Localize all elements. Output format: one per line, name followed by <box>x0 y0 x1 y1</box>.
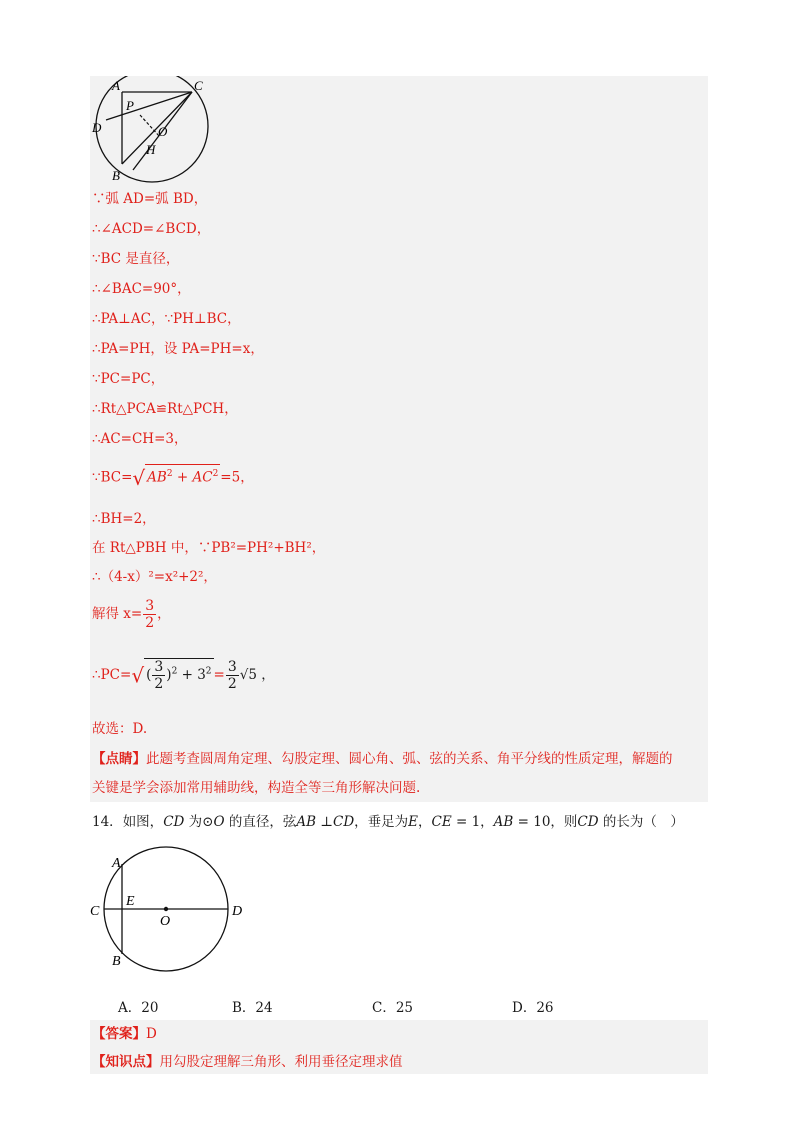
solution-line-3: ∵BC 是直径， <box>92 251 180 267</box>
q-text-a: 如图， <box>122 814 164 830</box>
answer-tag: 【答案】 <box>92 1026 146 1042</box>
pbh-line: 在 Rt△PBH 中，∵PB²=PH²+BH²， <box>92 540 326 556</box>
fig1-label-b: B <box>112 168 120 183</box>
solve-suffix: ， <box>157 606 171 622</box>
option-b[interactable]: B．24 <box>232 1000 273 1016</box>
q-cd: CD <box>163 814 185 830</box>
bc-prefix: ∵BC= <box>92 469 133 486</box>
fig1-label-p: P <box>126 98 134 113</box>
solve-line <box>92 598 171 631</box>
q-text-b: 为⊙ <box>184 814 214 830</box>
fig2-label-a: A <box>112 856 121 871</box>
bc-suffix: =5， <box>220 469 254 486</box>
solution-line-2: ∴∠ACD=∠BCD， <box>92 221 211 237</box>
fig2-label-d: D <box>232 904 243 919</box>
comment-text: 此题考查圆周角定理、勾股定理、圆心角、弧、弦的关系、角平分线的性质定理，解题的 <box>146 751 673 767</box>
pc-suffix: √5 ， <box>239 667 275 683</box>
bc-formula: ∵BC=√ $AB^2 + AC^2 =5$， <box>92 466 254 490</box>
bh-line: ∴BH=2， <box>92 511 156 527</box>
solve-prefix: 解得 x= <box>92 606 143 622</box>
fig1-label-a: A <box>112 78 120 93</box>
fig2-label-b: B <box>112 954 121 969</box>
q-text-h: 的长为（ ） <box>598 814 684 830</box>
q-ab: AB <box>493 814 514 830</box>
question-number: 14． <box>92 814 123 830</box>
fig1-label-o: O <box>158 124 168 139</box>
fig2-label-e: E <box>126 894 135 909</box>
choice-line: 故选：D. <box>92 721 148 737</box>
solution-line-8: ∴Rt△PCA≌Rt△PCH， <box>92 401 238 417</box>
bc-plus: + <box>176 469 189 486</box>
fig2-label-o: O <box>160 914 171 929</box>
option-c[interactable]: C．25 <box>372 1000 414 1016</box>
q-e: E <box>408 814 418 830</box>
q-text-g: = 10，则 <box>513 814 578 830</box>
comment-tag: 【点睛】 <box>92 751 146 767</box>
option-d[interactable]: D．26 <box>512 1000 554 1016</box>
pc-equals: = <box>213 667 225 683</box>
answer-value: D <box>146 1026 157 1042</box>
knowledge-line <box>92 1053 403 1071</box>
equation-line: ∴（4-x）²=x²+2²， <box>92 569 217 585</box>
fig1-label-c: C <box>194 78 203 93</box>
pc-prefix: ∴PC= <box>92 667 132 683</box>
bc-term-a: AB <box>147 469 167 486</box>
option-a[interactable]: A．20 <box>118 1000 159 1016</box>
solution-line-1: ∵弧 AD=弧 BD， <box>92 191 208 207</box>
answer-line <box>92 1025 157 1043</box>
geometry-figure-2 <box>86 845 256 975</box>
q-text-f: = 1， <box>451 814 494 830</box>
q-text-d: ，垂足为 <box>354 814 409 830</box>
knowledge-tag: 【知识点】 <box>92 1054 160 1070</box>
solution-line-5: ∴PA⊥AC，∵PH⊥BC， <box>92 311 241 327</box>
fig1-label-h: H <box>146 142 156 157</box>
solution-line-4: ∴∠BAC=90°， <box>92 281 191 297</box>
q-ce: CE <box>431 814 452 830</box>
solution-line-9: ∴AC=CH=3， <box>92 431 188 447</box>
knowledge-value: 用勾股定理解三角形、利用垂径定理求值 <box>159 1054 403 1070</box>
q-cd2: CD <box>577 814 599 830</box>
fig2-label-c: C <box>90 904 100 919</box>
q-o: O <box>213 814 225 830</box>
bc-term-b: AC <box>192 469 213 486</box>
pc-formula: ∴PC=√ ( $\frac{3}{2}$ )$^2 + 3^2$ = $\frac{3}{2}$ √5 ， <box>92 659 275 692</box>
question-14 <box>92 810 684 830</box>
solution-line-6: ∴PA=PH，设 PA=PH=x， <box>92 341 264 357</box>
fig1-label-d: D <box>92 120 102 135</box>
q-text-e: ， <box>418 814 432 830</box>
q-text-c: 的直径，弦 <box>224 814 297 830</box>
comment-line-1 <box>92 750 673 768</box>
geometry-figure-1 <box>88 76 218 184</box>
solve-denominator: 2 <box>145 615 155 631</box>
q-ab-cd: AB ⊥CD <box>296 814 355 830</box>
solve-numerator: 3 <box>145 598 155 614</box>
solution-line-7: ∵PC=PC， <box>92 371 165 387</box>
comment-line-2: 关键是学会添加常用辅助线，构造全等三角形解决问题. <box>92 780 421 796</box>
